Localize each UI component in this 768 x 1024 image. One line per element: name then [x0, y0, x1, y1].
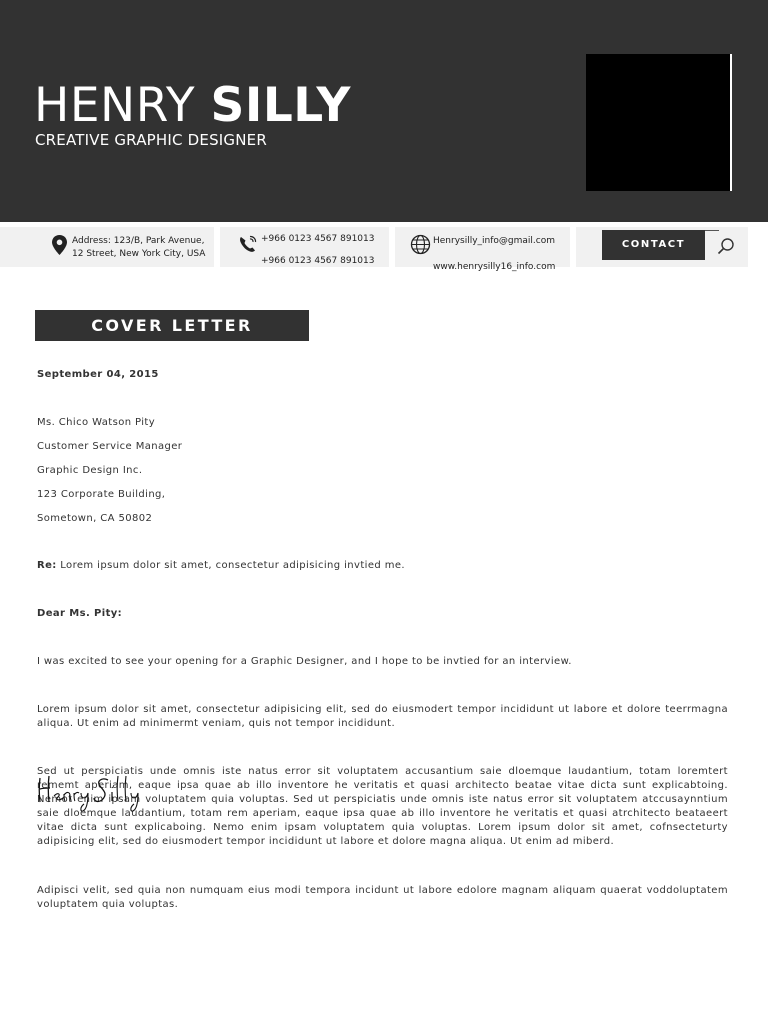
location-pin-icon [50, 234, 69, 256]
paragraph-closing: Adipisci velit, sed quia non numquam eius modi tempora incidunt ut labore edolore magnam aliquam quaerat voddoluptatem voluptatem quia voluptas. [37, 885, 728, 910]
last-name: SILLY [210, 78, 351, 133]
subject-label: Re: [37, 560, 57, 571]
candidate-name [34, 78, 351, 133]
salutation: Dear Ms. Pity: [37, 608, 123, 619]
profile-photo [586, 54, 732, 191]
paragraph-intro: I was excited to see your opening for a Graphic Designer, and I hope to be invtied for an interview. [37, 656, 572, 667]
paragraph-3: Sed ut perspiciatis unde omnis iste natus error sit voluptatem accusantium saie dloemque laudantium, totam loremtert rememt aperiam, eaque ipsa quae ab illo inventore he veritatis et quasi architecto beatae vitae dicta sunt explicabtoing. Nemot enim ipsam voluptatem quia voluptas. Sed ut perspiciatis unde omnis iste natus error sit voluptatem atccusaynntium saie dloemque laudantium, totam rem aperiam, eaque ipsa quae ab illo inventore he veritatis et quasi atrchitecto beataeert vitae dicta sunt explicaboing. Nemo enim ipsam voluptatem quia voluptas. Lorem ipsum dolor sit amet, cofnsecteturty adipisicing elit, sed do eiusmodert tempor incididunt ut labore et dolore magna aliqua. Ut enim ad miberd. [37, 766, 728, 847]
phone-number-2[interactable]: +966 0123 4567 891013 [261, 256, 375, 266]
website-link[interactable]: www.henrysilly16_info.com [433, 262, 556, 272]
handwritten-signature [36, 772, 148, 816]
contact-button[interactable]: CONTACT [602, 230, 705, 260]
first-name: HENRY [34, 78, 196, 133]
recipient-position: Customer Service Manager [37, 441, 183, 452]
globe-icon [410, 234, 431, 255]
header-banner [0, 0, 768, 222]
subject-text: Lorem ipsum dolor sit amet, consectetur adipisicing invtied me. [56, 560, 406, 571]
phone-icon [238, 235, 258, 253]
paragraph-2: Lorem ipsum dolor sit amet, consectetur adipisicing elit, sed do eiusmodert tempor incididunt ut labore et dolore teerrmagna aliqua. Ut enim ad minimermt veniam, quis not tempor incididunt. [37, 704, 728, 729]
job-title: CREATIVE GRAPHIC DESIGNER [35, 131, 267, 149]
recipient-name: Ms. Chico Watson Pity [37, 417, 156, 428]
letter-date: September 04, 2015 [37, 369, 159, 380]
recipient-city: Sometown, CA 50802 [37, 513, 153, 524]
address-line-2: 12 Street, New York City, USA [72, 249, 206, 259]
contact-divider [705, 230, 719, 231]
search-icon[interactable] [716, 236, 736, 256]
recipient-company: Graphic Design Inc. [37, 465, 143, 476]
email-link[interactable]: Henrysilly_info@gmail.com [433, 236, 556, 246]
section-title: COVER LETTER [35, 310, 309, 341]
subject-line [37, 559, 405, 573]
recipient-street: 123 Corporate Building, [37, 489, 166, 500]
address-line-1: Address: 123/B, Park Avenue, [72, 236, 205, 246]
phone-number-1[interactable]: +966 0123 4567 891013 [261, 234, 375, 244]
